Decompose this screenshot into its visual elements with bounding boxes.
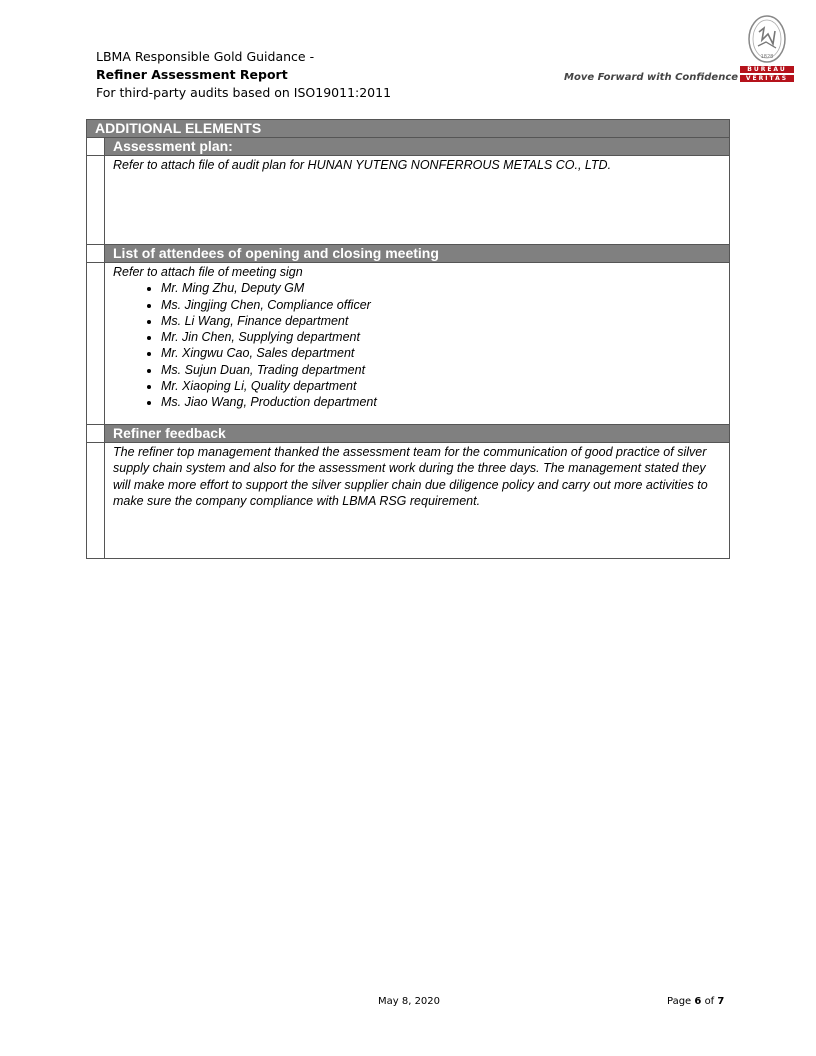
row-gutter bbox=[87, 263, 105, 424]
attendees-content bbox=[105, 263, 729, 424]
seal-icon bbox=[740, 14, 796, 66]
attendees-list bbox=[113, 280, 721, 410]
page-number bbox=[667, 996, 724, 1007]
list-item: • Ms. Li Wang, Finance department bbox=[161, 313, 721, 329]
attendees-content-row bbox=[87, 263, 729, 425]
list-item: • Ms. Jingjing Chen, Compliance officer bbox=[161, 297, 721, 313]
brand-tagline: Move Forward with Confidence bbox=[564, 72, 739, 83]
list-item: • Mr. Xiaoping Li, Quality department bbox=[161, 378, 721, 394]
feedback-text: The refiner top management thanked the assessment team for the communication of good practice of silver supply chain system and also for the assessment work during the three days. The management stated they will make more effort to support the silver supplier chain due diligence policy and carry out more activities to make sure the company compliance with LBMA RSG requirement. bbox=[113, 445, 708, 508]
assessment-plan-heading: Assessment plan: bbox=[105, 138, 729, 155]
list-item: • Ms. Jiao Wang, Production department bbox=[161, 394, 721, 410]
assessment-plan-header-row bbox=[87, 138, 729, 156]
assessment-plan-text: Refer to attach file of audit plan for HUNAN YUTENG NONFERROUS METALS CO., LTD. bbox=[113, 158, 612, 172]
row-gutter bbox=[87, 425, 105, 442]
table-title: ADDITIONAL ELEMENTS bbox=[87, 120, 729, 138]
list-item: • Ms. Sujun Duan, Trading department bbox=[161, 362, 721, 378]
header-report-title: Refiner Assessment Report bbox=[96, 67, 288, 82]
row-gutter bbox=[87, 156, 105, 244]
row-gutter bbox=[87, 443, 105, 558]
row-gutter bbox=[87, 138, 105, 155]
attendees-header-row bbox=[87, 245, 729, 263]
bureau-veritas-logo bbox=[740, 14, 796, 86]
attendees-heading: List of attendees of opening and closing meeting bbox=[105, 245, 729, 262]
header-subtitle: For third-party audits based on ISO19011:2011 bbox=[96, 85, 392, 100]
attendees-intro: Refer to attach file of meeting sign bbox=[113, 265, 303, 279]
document-header bbox=[96, 48, 391, 102]
list-item: • Mr. Ming Zhu, Deputy GM bbox=[161, 280, 721, 296]
logo-band-veritas: VERITAS bbox=[740, 75, 794, 82]
feedback-content-row bbox=[87, 443, 729, 559]
feedback-header-row bbox=[87, 425, 729, 443]
list-item: • Mr. Xingwu Cao, Sales department bbox=[161, 345, 721, 361]
footer-date: May 8, 2020 bbox=[378, 996, 441, 1007]
page-total: 7 bbox=[717, 996, 725, 1007]
page-label: Page bbox=[667, 996, 692, 1007]
svg-text:1828: 1828 bbox=[760, 54, 774, 60]
feedback-heading: Refiner feedback bbox=[105, 425, 729, 442]
page-current: 6 bbox=[694, 996, 702, 1007]
additional-elements-table bbox=[86, 119, 730, 559]
header-guidance-title: LBMA Responsible Gold Guidance - bbox=[96, 49, 315, 64]
row-gutter bbox=[87, 245, 105, 262]
assessment-plan-content-row bbox=[87, 156, 729, 245]
logo-band-bureau: BUREAU bbox=[740, 66, 794, 73]
page-of: of bbox=[704, 996, 715, 1007]
list-item: • Mr. Jin Chen, Supplying department bbox=[161, 329, 721, 345]
